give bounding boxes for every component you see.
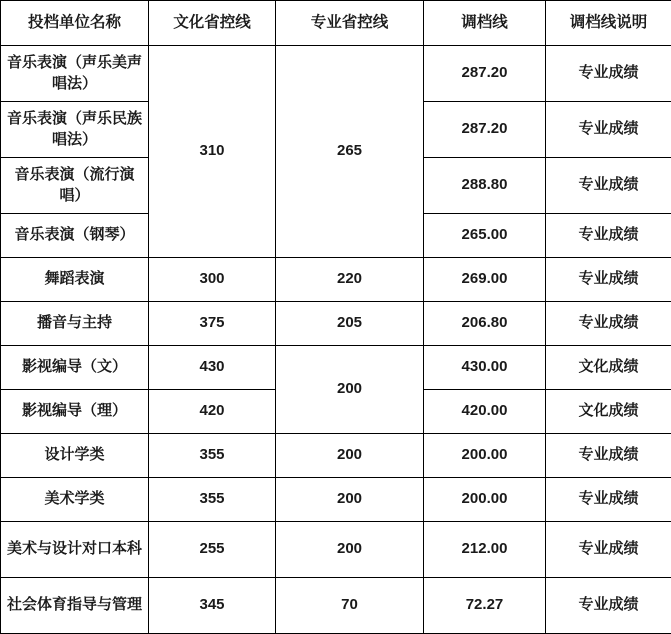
cell-transfer-note: 文化成绩 bbox=[546, 346, 671, 390]
header-culture-line: 文化省控线 bbox=[149, 1, 276, 46]
cell-unit-name: 美术与设计对口本科 bbox=[1, 522, 149, 578]
table-row bbox=[1, 478, 671, 522]
cell-culture-line: 310 bbox=[149, 46, 276, 258]
cell-transfer-line: 269.00 bbox=[424, 258, 546, 302]
table-row bbox=[1, 522, 671, 578]
cell-unit-name: 音乐表演（声乐美声唱法） bbox=[1, 46, 149, 102]
cell-unit-name: 音乐表演（声乐民族唱法） bbox=[1, 102, 149, 158]
cell-unit-name: 音乐表演（流行演唱） bbox=[1, 158, 149, 214]
cell-transfer-note: 专业成绩 bbox=[546, 522, 671, 578]
cell-unit-name: 音乐表演（钢琴） bbox=[1, 214, 149, 258]
table-row bbox=[1, 578, 671, 634]
cell-culture-line: 375 bbox=[149, 302, 276, 346]
cell-culture-line: 420 bbox=[149, 390, 276, 434]
cell-unit-name: 播音与主持 bbox=[1, 302, 149, 346]
cell-transfer-line: 72.27 bbox=[424, 578, 546, 634]
cell-major-line: 220 bbox=[276, 258, 424, 302]
cell-unit-name: 社会体育指导与管理 bbox=[1, 578, 149, 634]
cell-transfer-line: 200.00 bbox=[424, 478, 546, 522]
cell-transfer-note: 专业成绩 bbox=[546, 434, 671, 478]
cell-transfer-line: 200.00 bbox=[424, 434, 546, 478]
table-row bbox=[1, 346, 671, 390]
cell-transfer-line: 288.80 bbox=[424, 158, 546, 214]
header-transfer-line: 调档线 bbox=[424, 1, 546, 46]
table-row bbox=[1, 434, 671, 478]
cell-culture-line: 355 bbox=[149, 434, 276, 478]
header-transfer-note: 调档线说明 bbox=[546, 1, 671, 46]
cell-major-line: 200 bbox=[276, 522, 424, 578]
cell-transfer-note: 专业成绩 bbox=[546, 258, 671, 302]
cell-unit-name: 设计学类 bbox=[1, 434, 149, 478]
cell-major-line: 200 bbox=[276, 346, 424, 434]
cell-major-line: 200 bbox=[276, 434, 424, 478]
header-row bbox=[1, 1, 671, 46]
cell-transfer-line: 420.00 bbox=[424, 390, 546, 434]
table-row bbox=[1, 302, 671, 346]
cell-transfer-line: 287.20 bbox=[424, 46, 546, 102]
cell-transfer-note: 专业成绩 bbox=[546, 214, 671, 258]
cell-major-line: 205 bbox=[276, 302, 424, 346]
cell-transfer-note: 专业成绩 bbox=[546, 46, 671, 102]
cell-culture-line: 300 bbox=[149, 258, 276, 302]
cell-culture-line: 255 bbox=[149, 522, 276, 578]
cell-transfer-line: 212.00 bbox=[424, 522, 546, 578]
cell-culture-line: 345 bbox=[149, 578, 276, 634]
table-row bbox=[1, 258, 671, 302]
cell-transfer-line: 287.20 bbox=[424, 102, 546, 158]
cell-transfer-line: 430.00 bbox=[424, 346, 546, 390]
cell-unit-name: 美术学类 bbox=[1, 478, 149, 522]
cell-unit-name: 影视编导（文） bbox=[1, 346, 149, 390]
cell-major-line: 200 bbox=[276, 478, 424, 522]
cell-transfer-note: 专业成绩 bbox=[546, 478, 671, 522]
cell-major-line: 70 bbox=[276, 578, 424, 634]
cell-major-line: 265 bbox=[276, 46, 424, 258]
cell-transfer-note: 文化成绩 bbox=[546, 390, 671, 434]
cell-culture-line: 355 bbox=[149, 478, 276, 522]
cell-transfer-note: 专业成绩 bbox=[546, 158, 671, 214]
table-body bbox=[1, 46, 671, 634]
cell-unit-name: 影视编导（理） bbox=[1, 390, 149, 434]
table-row bbox=[1, 46, 671, 102]
cell-transfer-note: 专业成绩 bbox=[546, 102, 671, 158]
table-header bbox=[1, 1, 671, 46]
cell-unit-name: 舞蹈表演 bbox=[1, 258, 149, 302]
cell-transfer-line: 206.80 bbox=[424, 302, 546, 346]
header-unit-name: 投档单位名称 bbox=[1, 1, 149, 46]
cell-culture-line: 430 bbox=[149, 346, 276, 390]
cell-transfer-note: 专业成绩 bbox=[546, 302, 671, 346]
header-major-line: 专业省控线 bbox=[276, 1, 424, 46]
cell-transfer-line: 265.00 bbox=[424, 214, 546, 258]
cell-transfer-note: 专业成绩 bbox=[546, 578, 671, 634]
